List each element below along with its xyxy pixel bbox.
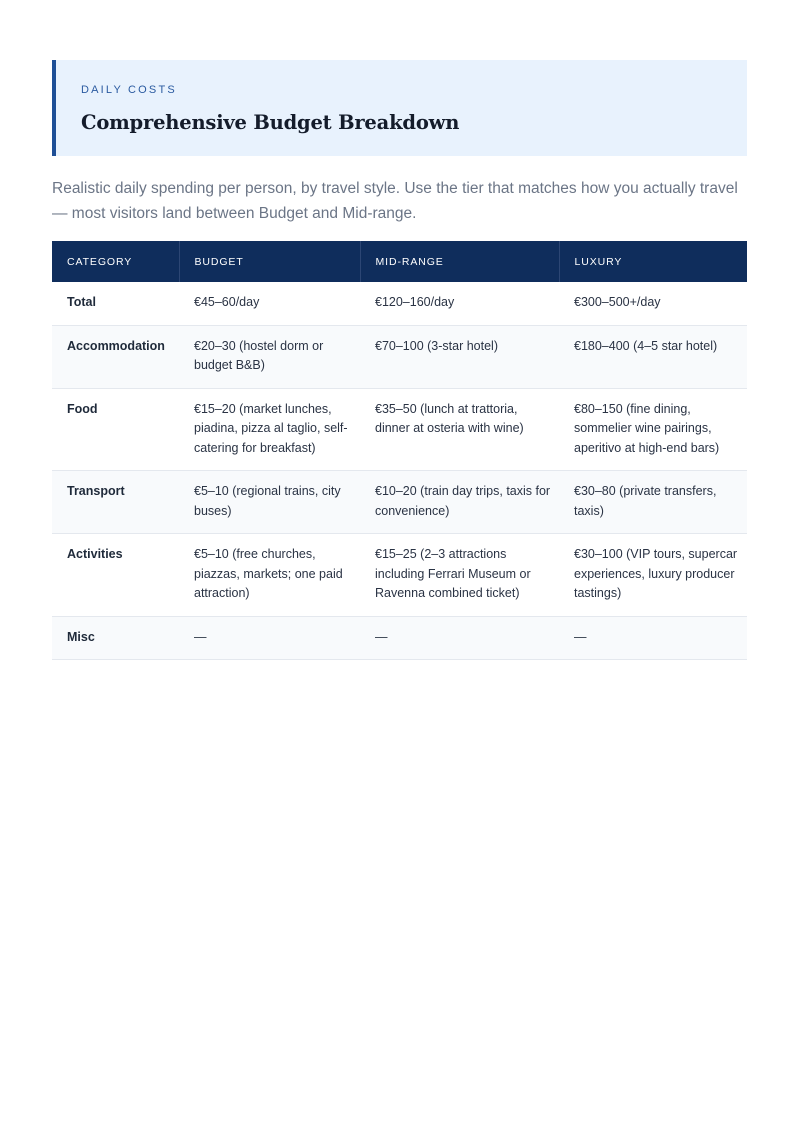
- row-category: Transport: [52, 471, 179, 534]
- mid-range-cell: €35–50 (lunch at trattoria, dinner at osteria with wine): [360, 388, 559, 471]
- mid-range-cell: €120–160/day: [360, 282, 559, 325]
- row-category: Activities: [52, 534, 179, 617]
- budget-table: [52, 241, 747, 660]
- budget-cell: €15–20 (market lunches, piadina, pizza al taglio, self-catering for breakfast): [179, 388, 360, 471]
- section-eyebrow: DAILY COSTS: [81, 84, 177, 96]
- intro-paragraph: Realistic daily spending per person, by travel style. Use the tier that matches how you actually travel — most visitors land between Budget and Mid-range.: [52, 180, 738, 222]
- row-category: Accommodation: [52, 325, 179, 388]
- luxury-cell: €30–100 (VIP tours, supercar experiences, luxury producer tastings): [559, 534, 747, 617]
- mid-range-cell: €70–100 (3-star hotel): [360, 325, 559, 388]
- row-category: Total: [52, 282, 179, 325]
- budget-cell: €5–10 (regional trains, city buses): [179, 471, 360, 534]
- luxury-cell: —: [559, 616, 747, 660]
- column-header-budget: BUDGET: [179, 241, 360, 282]
- table-row: [52, 388, 747, 471]
- budget-cell: €45–60/day: [179, 282, 360, 325]
- luxury-cell: €180–400 (4–5 star hotel): [559, 325, 747, 388]
- budget-cell: —: [179, 616, 360, 660]
- section-title: Comprehensive Budget Breakdown: [81, 111, 460, 134]
- column-header-category: CATEGORY: [52, 241, 179, 282]
- table-row: [52, 325, 747, 388]
- budget-cell: €5–10 (free churches, piazzas, markets; one paid attraction): [179, 534, 360, 617]
- section-header: [52, 60, 747, 156]
- table-row: [52, 471, 747, 534]
- budget-cell: €20–30 (hostel dorm or budget B&B): [179, 325, 360, 388]
- table-row: [52, 616, 747, 660]
- mid-range-cell: €10–20 (train day trips, taxis for convenience): [360, 471, 559, 534]
- row-category: Food: [52, 388, 179, 471]
- row-category: Misc: [52, 616, 179, 660]
- budget-section: [52, 60, 747, 660]
- column-header-luxury: LUXURY: [559, 241, 747, 282]
- mid-range-cell: €15–25 (2–3 attractions including Ferrari Museum or Ravenna combined ticket): [360, 534, 559, 617]
- table-row: [52, 282, 747, 325]
- table-header-row: [52, 241, 747, 282]
- column-header-mid-range: MID-RANGE: [360, 241, 559, 282]
- luxury-cell: €80–150 (fine dining, sommelier wine pairings, aperitivo at high-end bars): [559, 388, 747, 471]
- luxury-cell: €30–80 (private transfers, taxis): [559, 471, 747, 534]
- table-row: [52, 534, 747, 617]
- luxury-cell: €300–500+/day: [559, 282, 747, 325]
- mid-range-cell: —: [360, 616, 559, 660]
